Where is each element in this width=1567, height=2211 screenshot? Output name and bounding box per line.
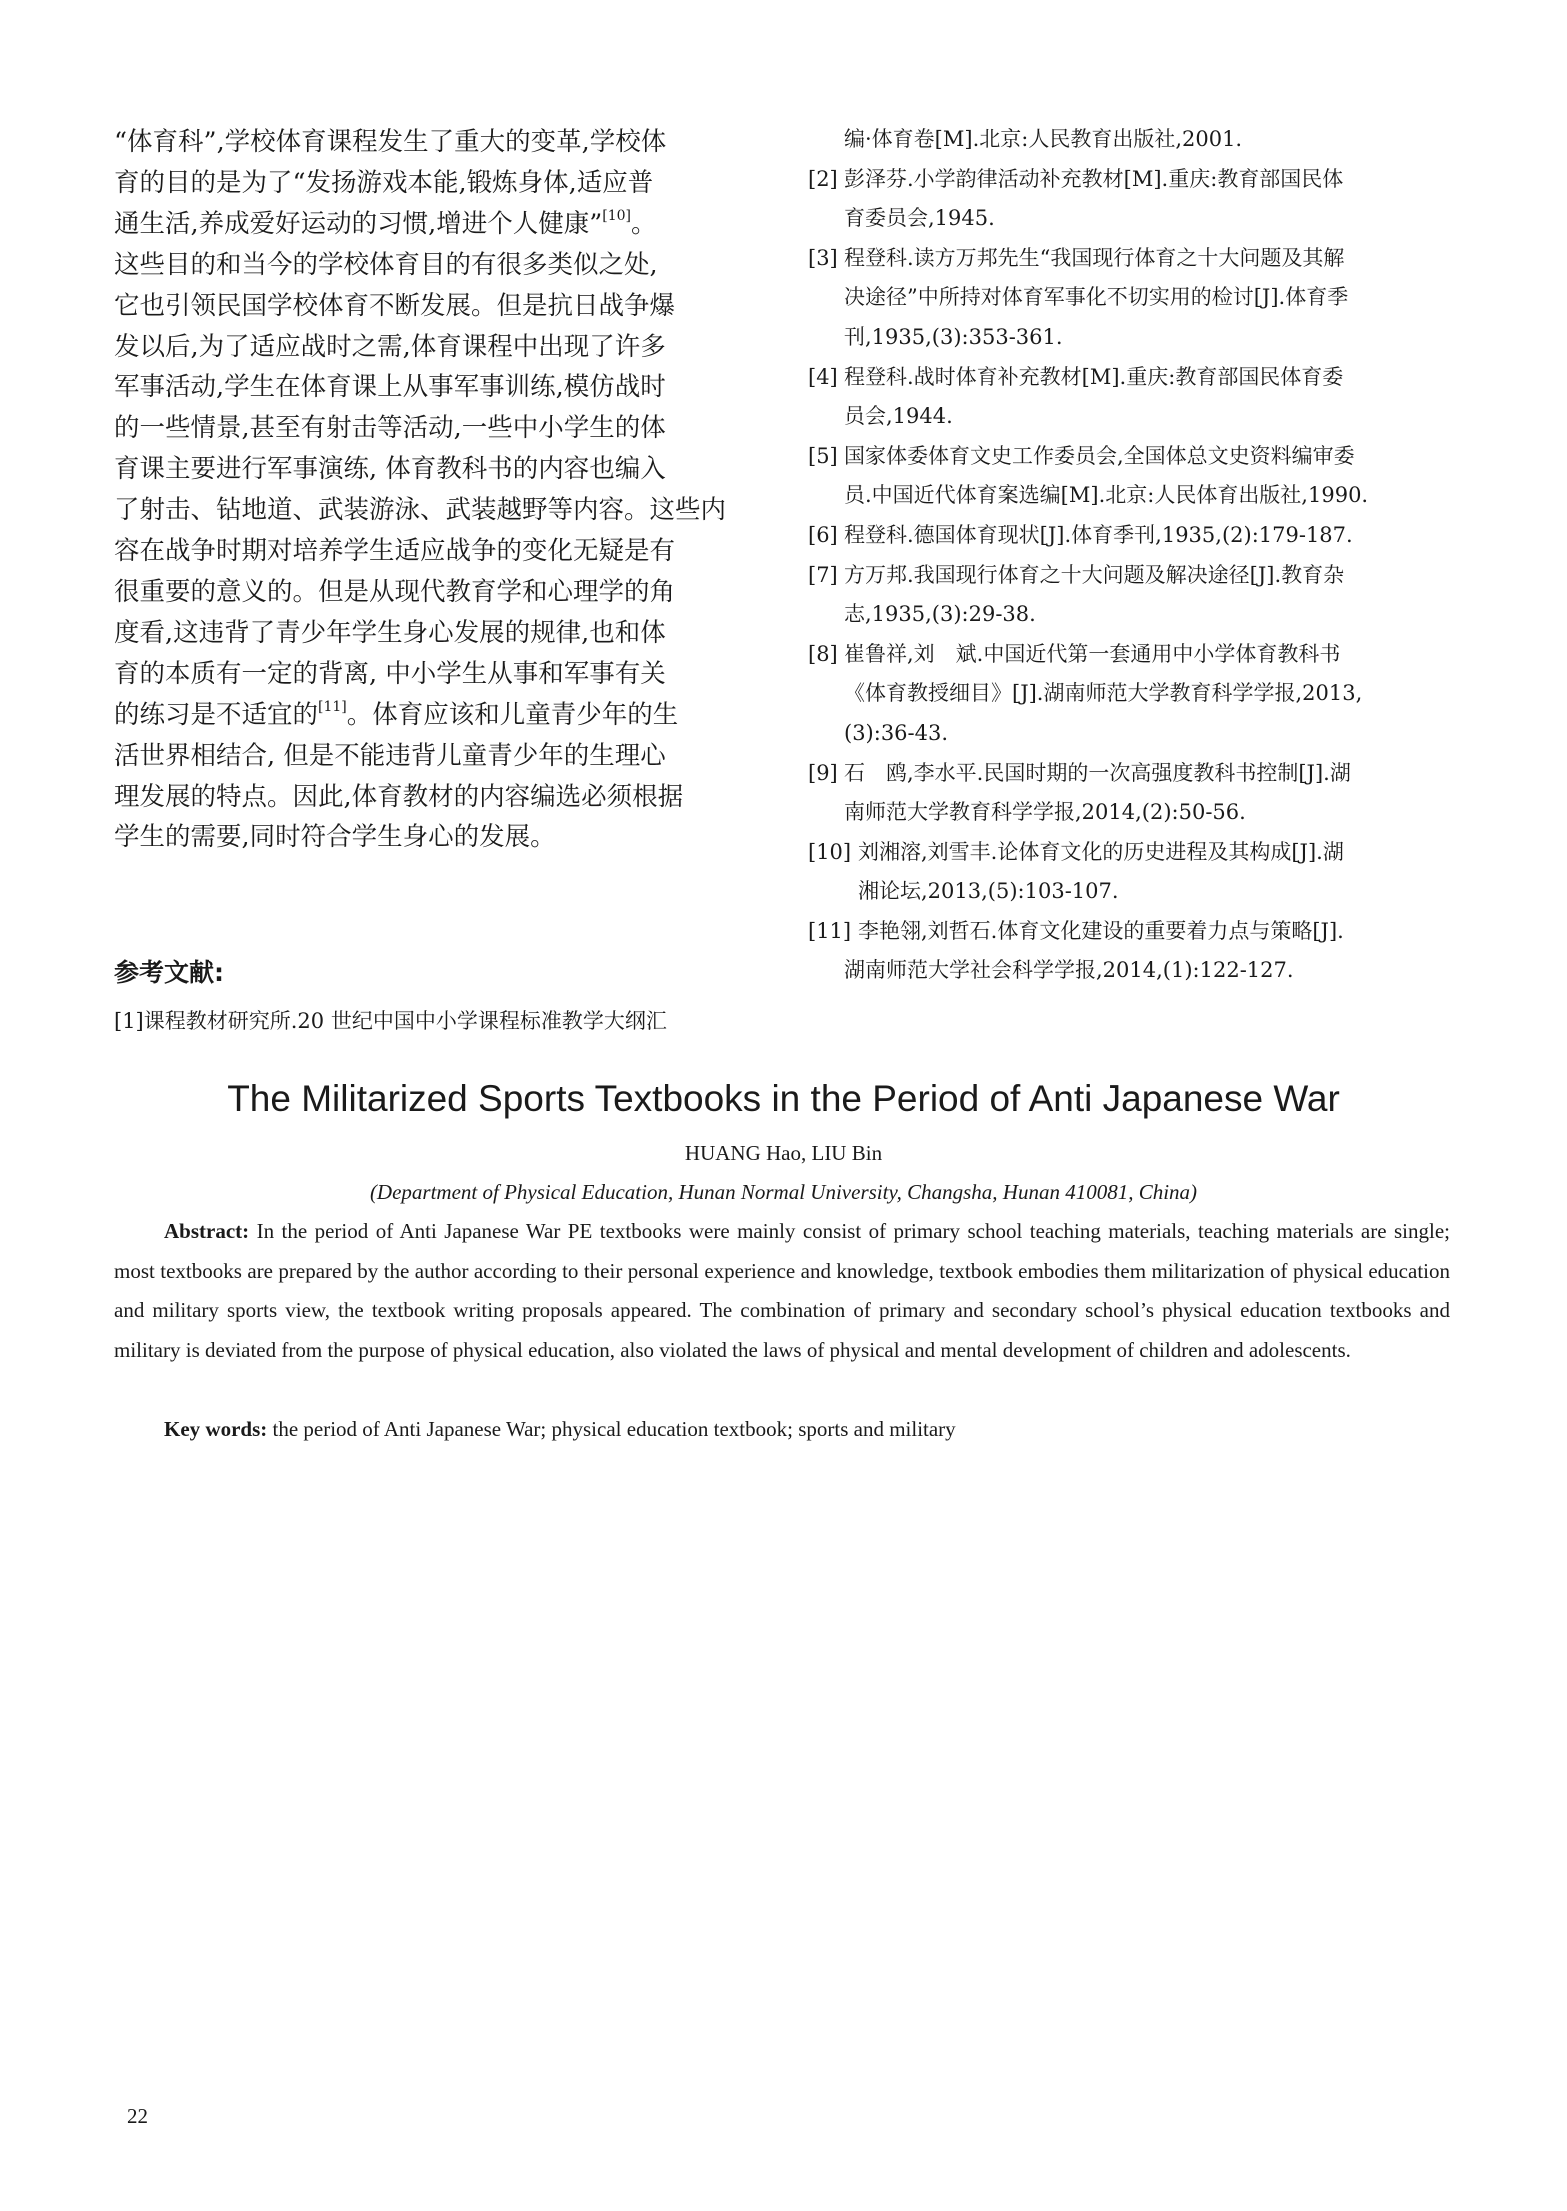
reference-item bbox=[808, 556, 1468, 635]
reference-text: 刘湘溶,刘雪丰.论体育文化的历史进程及其构成[J].湖 bbox=[858, 839, 1344, 864]
english-abstract bbox=[114, 1212, 1450, 1370]
reference-number: [9] bbox=[808, 760, 838, 785]
reference-item bbox=[808, 754, 1468, 833]
reference-text: 育委员会,1945. bbox=[844, 206, 995, 231]
body-line bbox=[114, 695, 767, 736]
keywords-text: the period of Anti Japanese War; physical education textbook; sports and military bbox=[267, 1417, 956, 1441]
body-line: 军事活动,学生在体育课上从事军事训练,模仿战时 bbox=[114, 372, 666, 403]
reference-text: 湖南师范大学社会科学学报,2014,(1):122-127. bbox=[844, 958, 1294, 983]
references-list bbox=[808, 120, 1468, 991]
reference-text: 李艳翎,刘哲石.体育文化建设的重要着力点与策略[J]. bbox=[858, 918, 1344, 943]
page-number: 22 bbox=[127, 2104, 148, 2128]
body-line: 育的本质有一定的背离, 中小学生从事和军事有关 bbox=[114, 658, 666, 689]
reference-item bbox=[808, 239, 1468, 358]
reference-number: [11] bbox=[808, 918, 852, 943]
reference-text: 课程教材研究所.20 世纪中国中小学课程标准教学大纲汇 bbox=[143, 1009, 667, 1033]
body-line-end: 。体育应该和儿童青少年的生 bbox=[346, 699, 679, 730]
english-title: The Militarized Sports Textbooks in the Period of Anti Japanese War bbox=[227, 1078, 1340, 1119]
reference-text: 志,1935,(3):29-38. bbox=[844, 602, 1036, 627]
body-line: 很重要的意义的。但是从现代教育学和心理学的角 bbox=[114, 576, 676, 607]
reference-text: 石 鸥,李水平.民国时期的一次高强度教科书控制[J].湖 bbox=[844, 760, 1351, 785]
body-line: 活世界相结合, 但是不能违背儿童青少年的生理心 bbox=[114, 740, 666, 771]
english-authors: HUANG Hao, LIU Bin bbox=[684, 1141, 883, 1165]
body-line: 度看,这违背了青少年学生身心发展的规律,也和体 bbox=[114, 617, 666, 648]
reference-item bbox=[808, 912, 1468, 991]
body-line: “体育科”,学校体育课程发生了重大的变革,学校体 bbox=[114, 127, 667, 157]
body-line: 理发展的特点。因此,体育教材的内容编选必须根据 bbox=[114, 781, 684, 812]
reference-number: [8] bbox=[808, 641, 838, 666]
body-line: 育课主要进行军事演练, 体育教科书的内容也编入 bbox=[114, 454, 666, 485]
body-text bbox=[114, 122, 767, 858]
reference-number: [3] bbox=[808, 245, 838, 270]
reference-number: [6] bbox=[808, 522, 838, 547]
reference-text: 崔鲁祥,刘 斌.中国近代第一套通用中小学体育教科书 bbox=[844, 641, 1341, 666]
reference-item-continued bbox=[808, 120, 1468, 160]
citation-11: [11] bbox=[318, 698, 347, 715]
reference-number: [4] bbox=[808, 364, 838, 389]
body-line: 学生的需要,同时符合学生身心的发展。 bbox=[114, 822, 556, 853]
body-line-end: 。 bbox=[631, 208, 657, 239]
reference-text: 彭泽芬.小学韵律活动补充教材[M].重庆:教育部国民体 bbox=[844, 166, 1344, 191]
english-keywords bbox=[164, 1410, 1454, 1450]
reference-text: 方万邦.我国现行体育之十大问题及解决途径[J].教育杂 bbox=[844, 562, 1345, 587]
body-line: 发以后,为了适应战时之需,体育课程中出现了许多 bbox=[114, 331, 666, 362]
reference-text: 国家体委体育文史工作委员会,全国体总文史资料编审委 bbox=[844, 443, 1355, 468]
reference-item bbox=[808, 160, 1468, 239]
body-line-text: 的练习是不适宜的 bbox=[114, 699, 319, 730]
reference-number: [1] bbox=[114, 1009, 144, 1033]
citation-10: [10] bbox=[602, 207, 631, 224]
reference-text: 决途径”中所持对体育军事化不切实用的检讨[J].体育季 bbox=[844, 285, 1349, 310]
body-line: 育的目的是为了“发扬游戏本能,锻炼身体,适应普 bbox=[114, 167, 654, 198]
abstract-text: In the period of Anti Japanese War PE textbooks were mainly consist of primary school teaching materials, teaching materials are single; most textbooks are prepared by the author according to their personal experience and knowledge, textbook embodies them militarization of physical education and military sports view, the textbook writing proposals appeared. The combination of primary and secondary school’s physical education textbooks and military is deviated from the purpose of physical education, also violated the laws of physical and mental development of children and adolescents. bbox=[114, 1219, 1450, 1362]
reference-text: 程登科.德国体育现状[J].体育季刊,1935,(2):179-187. bbox=[844, 522, 1353, 547]
english-affiliation: (Department of Physical Education, Hunan Normal University, Changsha, Hunan 410081, China) bbox=[369, 1180, 1198, 1204]
body-line-text: 通生活,养成爱好运动的习惯,增进个人健康” bbox=[114, 208, 603, 239]
body-line: 它也引领民国学校体育不断发展。但是抗日战争爆 bbox=[114, 290, 676, 321]
reference-text: 南师范大学教育科学学报,2014,(2):50-56. bbox=[844, 800, 1246, 825]
reference-number: [5] bbox=[808, 443, 838, 468]
body-line bbox=[114, 204, 767, 245]
reference-item bbox=[808, 437, 1468, 516]
reference-text: 《体育教授细目》[J].湖南师范大学教育科学学报,2013, bbox=[844, 681, 1363, 706]
reference-text: 湘论坛,2013,(5):103-107. bbox=[858, 879, 1119, 904]
references-heading: 参考文献: bbox=[114, 958, 224, 987]
reference-text: 员会,1944. bbox=[844, 404, 953, 429]
reference-number: [10] bbox=[808, 839, 852, 864]
keywords-label: Key words: bbox=[164, 1417, 268, 1441]
reference-item bbox=[808, 833, 1468, 912]
reference-text: 程登科.战时体育补充教材[M].重庆:教育部国民体育委 bbox=[844, 364, 1344, 389]
reference-number: [2] bbox=[808, 166, 838, 191]
reference-item bbox=[808, 635, 1468, 754]
reference-number: [7] bbox=[808, 562, 838, 587]
body-line: 这些目的和当今的学校体育目的有很多类似之处, bbox=[114, 249, 658, 280]
body-line: 容在战争时期对培养学生适应战争的变化无疑是有 bbox=[114, 536, 676, 567]
reference-text: 程登科.读方万邦先生“我国现行体育之十大问题及其解 bbox=[844, 245, 1345, 270]
reference-text: 员.中国近代体育案选编[M].北京:人民体育出版社,1990. bbox=[844, 483, 1369, 508]
reference-item bbox=[808, 516, 1468, 556]
abstract-label: Abstract: bbox=[164, 1219, 250, 1243]
body-line: 的一些情景,甚至有射击等活动,一些中小学生的体 bbox=[114, 413, 666, 444]
reference-text: 刊,1935,(3):353-361. bbox=[844, 324, 1063, 349]
reference-text: (3):36-43. bbox=[844, 720, 949, 745]
body-line: 了射击、钻地道、武装游泳、武装越野等内容。这些内 bbox=[114, 495, 727, 526]
reference-text: 编·体育卷[M].北京:人民教育出版社,2001. bbox=[844, 127, 1243, 151]
reference-item bbox=[114, 1003, 767, 1039]
reference-item bbox=[808, 358, 1468, 437]
